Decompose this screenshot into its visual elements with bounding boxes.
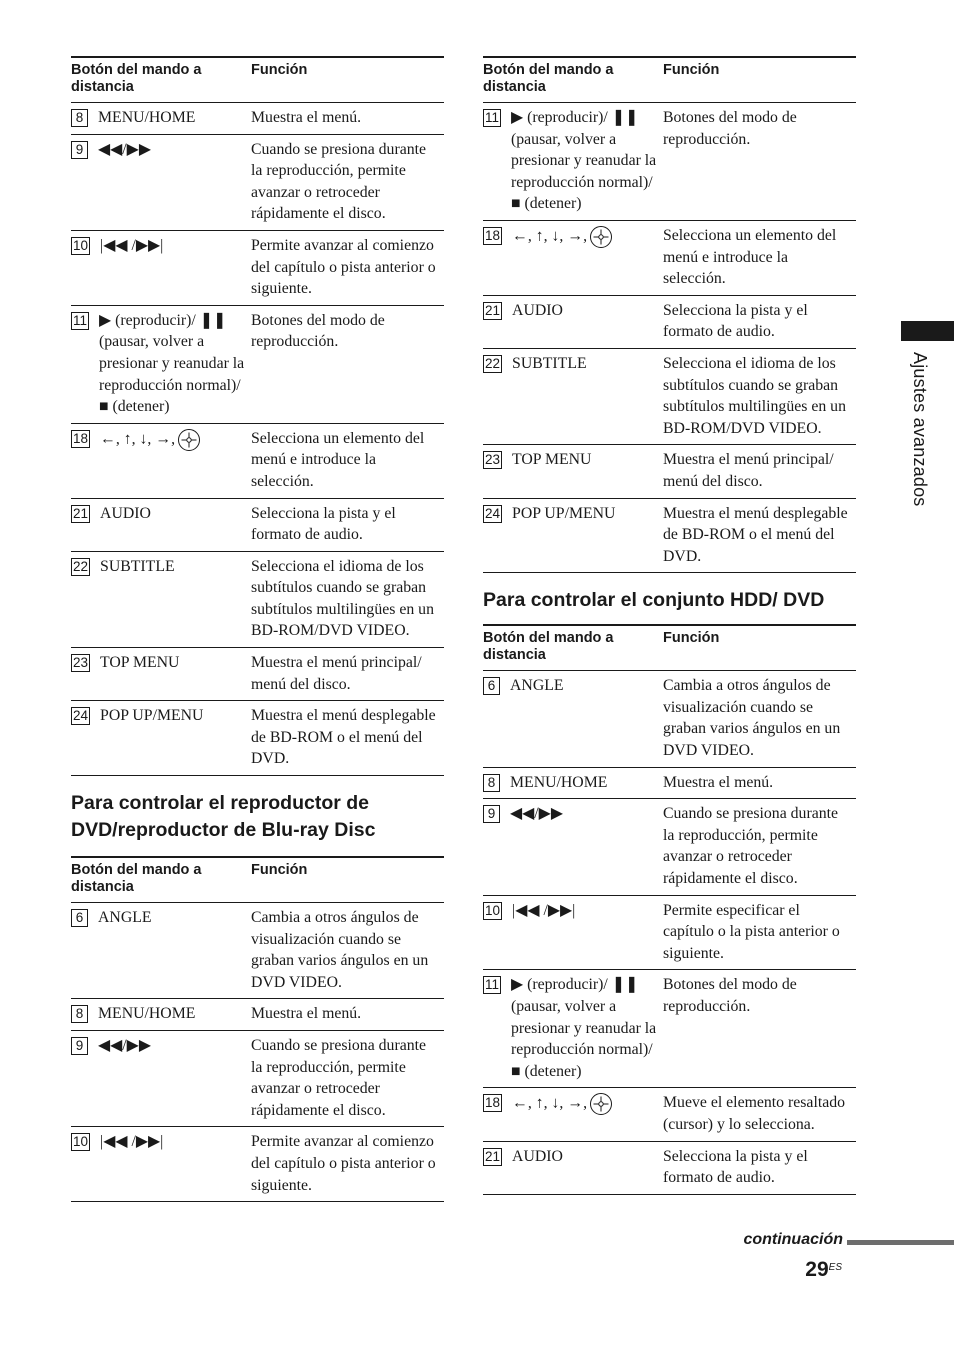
page-number: [805, 1258, 842, 1282]
button-label-text: ◀◀/▶▶: [98, 1037, 151, 1054]
function-cell: Cambia a otros ángulos de visualización cuando se graban varios ángulos en un DVD VIDEO.: [251, 909, 429, 991]
table-row: [71, 551, 444, 647]
enter-circle-icon: [177, 428, 201, 452]
button-label: [510, 803, 657, 825]
button-label-text: TOP MENU: [512, 451, 592, 469]
table-row: [71, 701, 444, 776]
table-row: [483, 895, 856, 970]
right-column: [483, 56, 856, 1195]
function-cell: Selecciona la pista y el formato de audio.: [663, 1147, 808, 1187]
button-label-text: SUBTITLE: [512, 354, 587, 372]
header-function: Función: [663, 62, 720, 78]
button-label-text: POP UP/MENU: [100, 707, 204, 725]
table-row: [483, 1141, 856, 1194]
table-row: [71, 903, 444, 999]
table-row: [71, 498, 444, 551]
page-number-value: 29: [805, 1258, 829, 1281]
button-label: [510, 772, 657, 794]
button-label: [512, 1092, 657, 1116]
header-function: Función: [251, 862, 308, 879]
table-row: [483, 671, 856, 767]
function-cell: Selecciona un elemento del menú e introduce la selección.: [251, 429, 425, 490]
button-cell: [483, 103, 663, 221]
section-title-dvd-bd: Para controlar el reproductor de DVD/reproductor de Blu-ray Disc: [71, 792, 376, 842]
table-row: [483, 348, 856, 444]
button-label-text: MENU/HOME: [98, 109, 196, 126]
table-row: [483, 799, 856, 895]
table-hdd: [483, 624, 856, 1194]
button-cell: [483, 799, 663, 895]
function-cell: Cuando se presiona durante la reproducción, permite avanzar o retroceder rápidamente el disco.: [663, 805, 839, 888]
button-label-text: ◀◀/▶▶: [510, 805, 563, 823]
table-row: [71, 648, 444, 701]
button-label: [512, 900, 657, 922]
button-label: [511, 107, 657, 215]
function-cell: Cuando se presiona durante la reproducción, permite avanzar o retroceder rápidamente el disco.: [251, 1037, 427, 1119]
button-number-badge: 21: [485, 302, 501, 318]
function-cell: Botones del modo de reproducción.: [663, 109, 797, 148]
function-cell: Mueve el elemento resaltado (cursor) y lo selecciona.: [663, 1094, 846, 1133]
button-number-badge: 18: [485, 227, 501, 243]
button-number-badge: 11: [73, 312, 88, 328]
button-label-text: ▶ (reproducir)/ ❚❚ (pausar, volver a presionar y reanudar la reproducción normal)/■ (detener): [99, 311, 245, 416]
table-row: [483, 295, 856, 348]
button-label-text: AUDIO: [512, 1147, 563, 1165]
function-cell: Selecciona el idioma de los subtítulos cuando se graban subtítulos multilingües en un BD-ROM/DVD VIDEO.: [663, 354, 846, 437]
table-right-top: [483, 56, 856, 573]
button-cell: [483, 498, 663, 573]
button-label: [512, 503, 657, 525]
button-number-badge: 22: [485, 355, 501, 371]
button-label-text: MENU/HOME: [98, 1005, 196, 1023]
table-row: [483, 445, 856, 498]
button-number-badge: 9: [71, 141, 88, 159]
button-number-badge: 11: [485, 977, 500, 993]
function-cell: Selecciona la pista y el formato de audio.: [663, 301, 808, 341]
button-cell: [71, 230, 251, 305]
button-label: [100, 556, 245, 578]
button-cell: [71, 305, 251, 423]
button-number-badge: 6: [483, 677, 500, 695]
function-cell: Muestra el menú principal/ menú del disco.: [663, 451, 834, 490]
button-number-badge: 8: [483, 774, 500, 792]
button-label: [512, 1146, 657, 1168]
table-header-row: [71, 857, 444, 903]
function-cell: Muestra el menú.: [251, 1005, 362, 1023]
button-number-badge: 10: [73, 1134, 89, 1150]
table-row: [483, 498, 856, 573]
header-button: Botón del mando a distancia: [71, 62, 202, 95]
table-row: [483, 970, 856, 1088]
table-row: [71, 423, 444, 498]
function-cell: Botones del modo de reproducción.: [663, 976, 797, 1015]
button-label-text: |◀◀ /▶▶|: [100, 236, 164, 254]
enter-circle-icon: [589, 225, 613, 249]
button-label-text: MENU/HOME: [510, 773, 608, 791]
section-title-hdd: Para controlar el conjunto HDD/ DVD: [483, 589, 825, 612]
table-row: [71, 103, 444, 135]
button-number-badge: 8: [71, 109, 88, 127]
function-cell: Cuando se presiona durante la reproducción, permite avanzar o retroceder rápidamente el disco.: [251, 140, 427, 223]
button-label: [100, 503, 245, 525]
button-number-badge: 11: [485, 110, 500, 125]
function-cell: Selecciona la pista y el formato de audio.: [251, 504, 396, 544]
button-label-text: |◀◀ /▶▶|: [512, 901, 576, 919]
button-label-text: ◀◀/▶▶: [98, 140, 151, 158]
button-label: [512, 353, 657, 375]
left-column: [71, 56, 444, 1202]
function-cell: Selecciona el idioma de los subtítulos cuando se graban subtítulos multilingües en un BD-ROM/DVD VIDEO.: [251, 557, 434, 640]
button-label-text: AUDIO: [100, 504, 151, 522]
function-cell: Muestra el menú desplegable de BD-ROM o el menú del DVD.: [663, 504, 848, 565]
button-number-badge: 24: [485, 505, 501, 521]
button-label-text: AUDIO: [512, 301, 563, 319]
continued-label: continuación: [743, 1231, 843, 1248]
function-cell: Selecciona un elemento del menú e introduce la selección.: [663, 226, 837, 288]
table-header-row: [483, 625, 856, 671]
button-label-text: ANGLE: [510, 677, 564, 695]
function-cell: Botones del modo de reproducción.: [251, 311, 385, 351]
button-cell: [483, 970, 663, 1088]
side-tab-marker: [901, 321, 954, 341]
button-cell: [71, 103, 251, 135]
button-number-badge: 22: [73, 558, 89, 574]
button-label: [100, 652, 245, 674]
button-number-badge: 18: [485, 1095, 501, 1111]
button-cell: [71, 1127, 251, 1202]
button-number-badge: 23: [73, 655, 89, 671]
button-label-text: ANGLE: [98, 909, 152, 927]
table-dvd-bd: [71, 856, 444, 1202]
button-cell: [483, 348, 663, 444]
button-label: [100, 428, 245, 452]
function-cell: Muestra el menú desplegable de BD-ROM o el menú del DVD.: [251, 707, 436, 768]
button-number-badge: 10: [485, 902, 501, 918]
table-row: [483, 103, 856, 221]
button-label: [100, 1131, 245, 1153]
table-row: [71, 134, 444, 230]
button-cell: [483, 1141, 663, 1194]
button-label-text: ▶ (reproducir)/ ❚❚ (pausar, volver a presionar y reanudar la reproducción normal)/■ (detener): [511, 976, 657, 1080]
button-number-badge: 18: [73, 430, 89, 446]
table-row: [71, 1031, 444, 1127]
enter-circle-icon: [589, 1092, 613, 1116]
table-header-row: [71, 57, 444, 103]
header-button: Botón del mando a distancia: [483, 62, 614, 95]
button-label-text: ←, ↑, ↓, →,: [512, 227, 588, 245]
function-cell: Permite avanzar al comienzo del capítulo o pista anterior o siguiente.: [251, 1133, 436, 1194]
button-label: [512, 225, 657, 249]
button-label: [510, 675, 657, 697]
button-cell: [71, 648, 251, 701]
button-number-badge: 9: [71, 1037, 88, 1055]
button-cell: [483, 445, 663, 498]
button-label: [512, 449, 657, 471]
button-label-text: ←, ↑, ↓, →,: [512, 1095, 588, 1112]
table-header-row: [483, 57, 856, 103]
button-number-badge: 21: [485, 1148, 501, 1164]
button-cell: [71, 498, 251, 551]
table-left-top: [71, 56, 444, 776]
button-number-badge: 21: [73, 505, 89, 521]
button-cell: [483, 220, 663, 295]
function-cell: Muestra el menú.: [663, 773, 774, 791]
button-cell: [71, 551, 251, 647]
button-cell: [483, 767, 663, 799]
button-label-text: ←, ↑, ↓, →,: [100, 430, 176, 448]
button-label: [98, 1035, 245, 1057]
button-label-text: |◀◀ /▶▶|: [100, 1133, 164, 1151]
button-number-badge: 8: [71, 1005, 88, 1023]
button-label: [98, 139, 245, 161]
button-label-text: POP UP/MENU: [512, 504, 616, 522]
button-label: [511, 974, 657, 1082]
function-cell: Cambia a otros ángulos de visualización cuando se graban varios ángulos en un DVD VIDEO.: [663, 677, 841, 760]
button-label: [100, 705, 245, 727]
continued-bar: [847, 1240, 954, 1245]
button-cell: [71, 701, 251, 776]
table-row: [483, 1088, 856, 1141]
side-section-label: Ajustes avanzados: [910, 352, 930, 507]
header-function: Función: [251, 62, 308, 78]
function-cell: Muestra el menú principal/ menú del disco.: [251, 654, 422, 693]
button-number-badge: 24: [73, 708, 89, 724]
table-row: [71, 230, 444, 305]
header-button: Botón del mando a distancia: [483, 630, 614, 664]
button-label-text: TOP MENU: [100, 654, 180, 672]
button-cell: [71, 134, 251, 230]
table-row: [483, 220, 856, 295]
button-cell: [483, 295, 663, 348]
button-cell: [483, 671, 663, 767]
button-cell: [71, 423, 251, 498]
table-row: [483, 767, 856, 799]
button-label: [98, 1003, 245, 1025]
button-label: [512, 300, 657, 322]
table-row: [71, 305, 444, 423]
button-label: [99, 310, 245, 418]
button-cell: [483, 895, 663, 970]
button-number-badge: 10: [73, 237, 89, 253]
button-cell: [71, 903, 251, 999]
button-cell: [71, 999, 251, 1031]
button-cell: [483, 1088, 663, 1141]
button-label: [100, 235, 245, 257]
page-number-suffix: ES: [828, 1262, 842, 1273]
button-label-text: SUBTITLE: [100, 557, 175, 575]
function-cell: Permite especificar el capítulo o la pista anterior o siguiente.: [663, 901, 840, 962]
button-number-badge: 9: [483, 805, 500, 823]
button-number-badge: 23: [485, 452, 501, 468]
function-cell: Permite avanzar al comienzo del capítulo o pista anterior o siguiente.: [251, 236, 436, 298]
table-row: [71, 999, 444, 1031]
button-label: [98, 907, 245, 929]
button-label-text: ▶ (reproducir)/ ❚❚ (pausar, volver a presionar y reanudar la reproducción normal)/■ (detener): [511, 109, 657, 213]
button-cell: [71, 1031, 251, 1127]
header-function: Función: [663, 630, 720, 647]
button-number-badge: 6: [71, 909, 88, 927]
button-label: [98, 107, 245, 129]
header-button: Botón del mando a distancia: [71, 862, 202, 896]
function-cell: Muestra el menú.: [251, 109, 362, 126]
table-row: [71, 1127, 444, 1202]
